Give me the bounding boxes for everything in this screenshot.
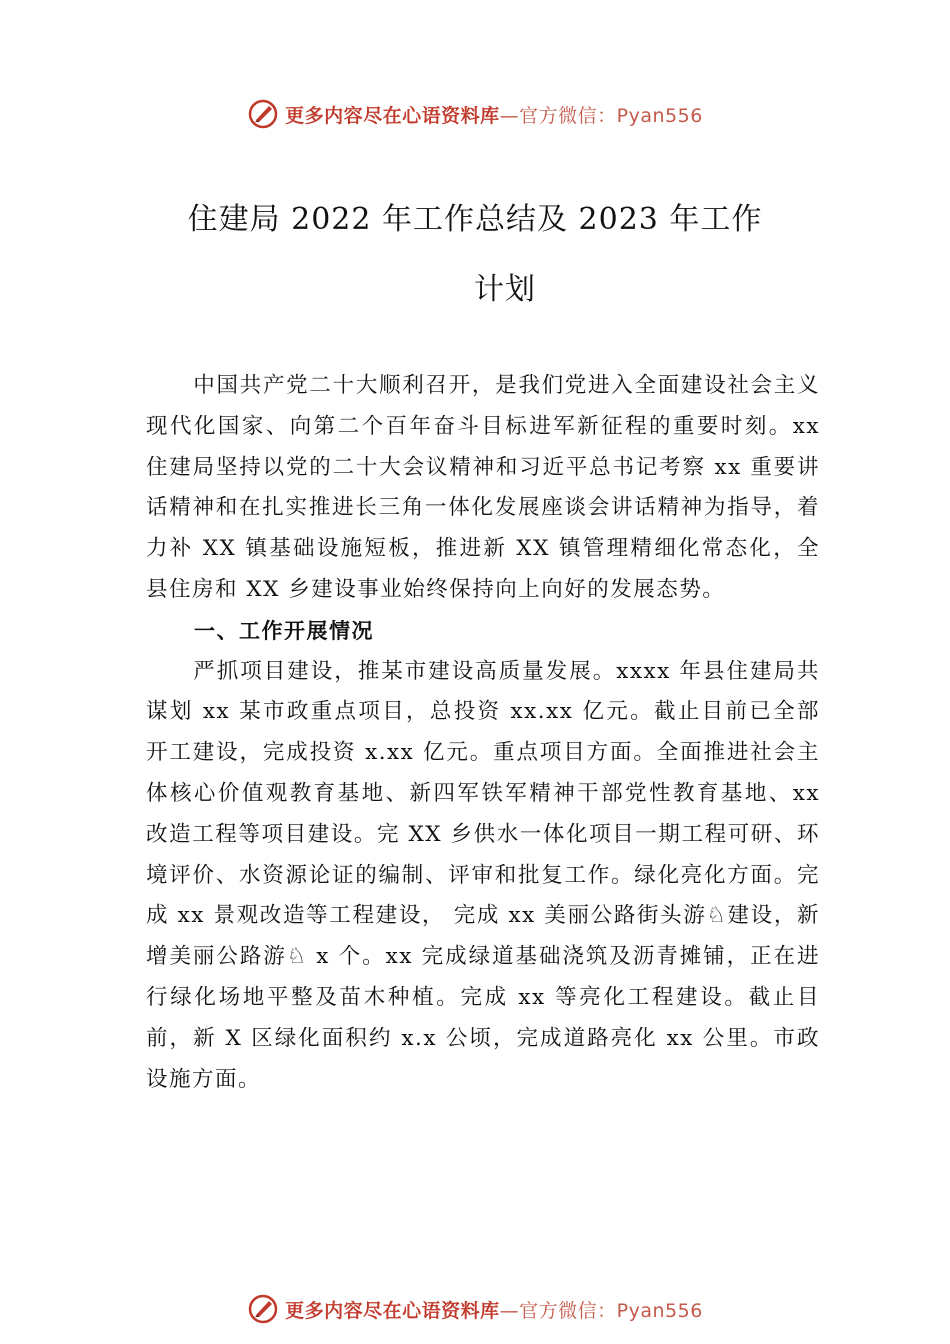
watermark-main-text: 更多内容尽在心语资料库 <box>285 104 500 127</box>
watermark-content <box>247 98 703 130</box>
footer-watermark <box>0 1291 950 1327</box>
brush-seal-icon <box>247 1293 279 1325</box>
watermark-wechat-text-footer: —官方微信：Pyan556 <box>499 1299 703 1322</box>
intro-paragraph: 中国共产党二十大顺利召开，是我们党进入全面建设社会主义现代化国家、向第二个百年奋斗目标进军新征程的重要时刻。xx 住建局坚持以党的二十大会议精神和习近平总书记考察 xx 重要讲话精神和在扎实推进长三角一体化发展座谈会讲话精神为指导，着力补 XX 镇基础设施短板，推进新 XX 镇管理精细化常态化，全县住房和 XX 乡建设事业始终保持向上向好的发展态势。 <box>146 373 820 602</box>
brush-seal-icon <box>247 98 279 130</box>
document-title-line1: 住建局 2022 年工作总结及 2023 年工作 <box>187 202 763 237</box>
document-body <box>146 366 820 1100</box>
watermark-content-footer <box>247 1293 703 1325</box>
section1-paragraph: 严抓项目建设，推某市建设高质量发展。xxxx 年县住建局共谋划 xx 某市政重点项目，总投资 xx.xx 亿元。截止目前已全部开工建设，完成投资 x.xx 亿元。重点项目方面。全面推进社会主体核心价值观教育基地、新四军铁军精神干部党性教育基地、xx 改造工程等项目建设。完 XX 乡供水一体化项目一期工程可研、环境评价、水资源论证的编制、评审和批复工作。绿化亮化方面。完成 xx 景观改造等工程建设， 完成 xx 美丽公路街头游♘建设，新增美丽公路游♘ x 个。xx 完成绿道基础浇筑及沥青摊铺，正在进行绿化场地平整及苗木种植。完成 xx 等亮化工程建设。截止目前，新 X 区绿化面积约 x.x 公顷，完成道路亮化 xx 公里。市政设施方面。 <box>146 658 820 1092</box>
watermark-main-text-footer: 更多内容尽在心语资料库 <box>285 1299 500 1322</box>
watermark-wechat-text: —官方微信：Pyan556 <box>499 104 703 127</box>
watermark-text <box>285 101 703 128</box>
header-watermark <box>0 96 950 132</box>
section-heading-1: 一、工作开展情况 <box>194 618 374 643</box>
watermark-text-footer <box>285 1296 703 1323</box>
document-title-line2: 计划 <box>474 272 536 307</box>
